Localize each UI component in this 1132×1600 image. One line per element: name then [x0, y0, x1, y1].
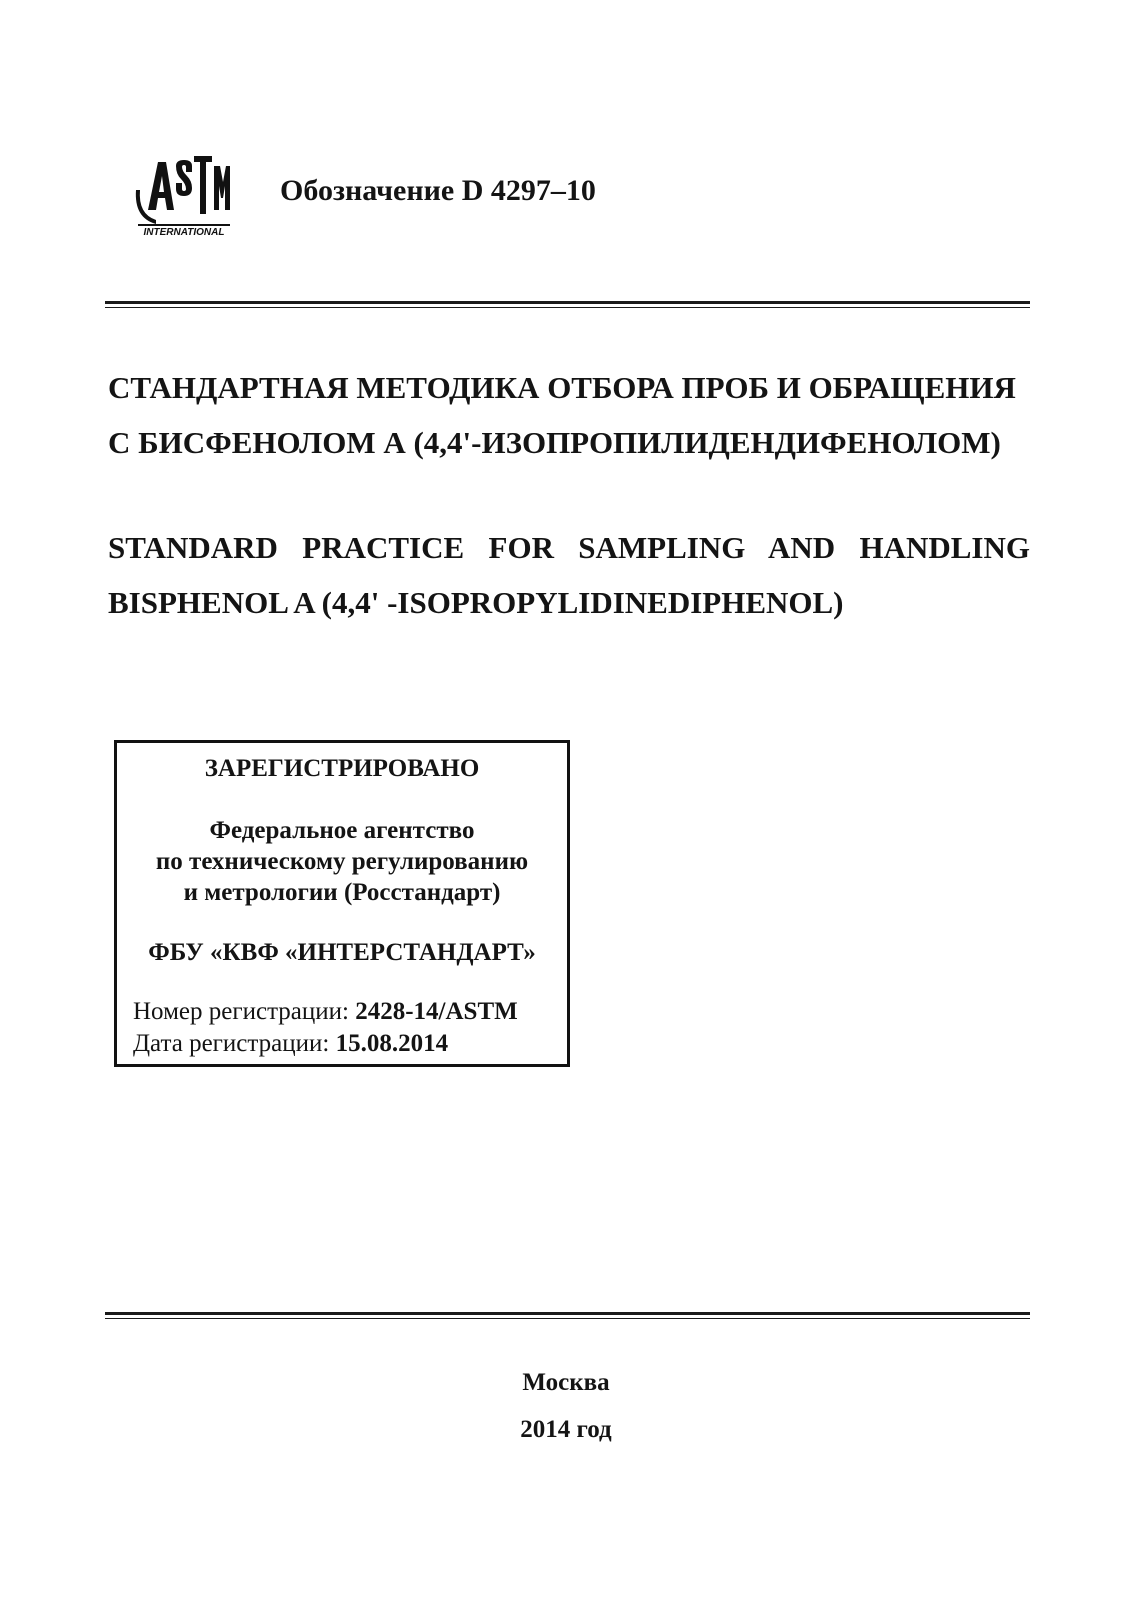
title-english — [108, 520, 1030, 630]
stamp-registration-details — [133, 996, 567, 1060]
title-russian-line-2: С БИСФЕНОЛОМ А (4,4'-ИЗОПРОПИЛИДЕНДИФЕНОЛОМ) — [108, 425, 1001, 460]
registration-number-value: 2428-14/ASTM — [355, 998, 518, 1025]
title-russian-line-1: СТАНДАРТНАЯ МЕТОДИКА ОТБОРА ПРОБ И ОБРАЩЕНИЯ — [108, 370, 1016, 405]
registration-stamp — [114, 740, 570, 1067]
registration-number-row — [133, 996, 567, 1028]
document-designation: Обозначение D 4297–10 — [280, 174, 596, 207]
publication-year: 2014 год — [520, 1416, 612, 1443]
stamp-organization: ФБУ «КВФ «ИНТЕРСТАНДАРТ» — [148, 939, 536, 966]
astm-logo — [134, 148, 230, 236]
title-russian — [108, 360, 1030, 470]
stamp-agency-line-1: Федеральное агентство — [209, 817, 475, 844]
stamp-heading: ЗАРЕГИСТРИРОВАНО — [204, 755, 480, 782]
registration-number-label: Номер регистрации: — [133, 998, 349, 1025]
registration-date-value: 15.08.2014 — [335, 1030, 449, 1057]
header-divider — [105, 301, 1030, 304]
publication-city: Москва — [522, 1369, 610, 1396]
footer-divider-thin — [105, 1318, 1030, 1319]
stamp-agency — [117, 815, 567, 908]
stamp-agency-line-2: по техническому регулированию — [155, 848, 529, 875]
stamp-agency-line-3: и метрологии (Росстандарт) — [183, 879, 501, 906]
header-divider-thin — [105, 307, 1030, 308]
title-english-line-2: BISPHENOL A (4,4' -ISOPROPYLIDINEDIPHENOL) — [108, 585, 844, 620]
footer-divider — [105, 1312, 1030, 1315]
registration-date-label: Дата регистрации: — [133, 1030, 330, 1057]
registration-date-row — [133, 1028, 567, 1060]
svg-text:INTERNATIONAL: INTERNATIONAL — [143, 227, 225, 236]
title-english-line-1: STANDARD PRACTICE FOR SAMPLING AND HANDLING — [108, 530, 1030, 565]
